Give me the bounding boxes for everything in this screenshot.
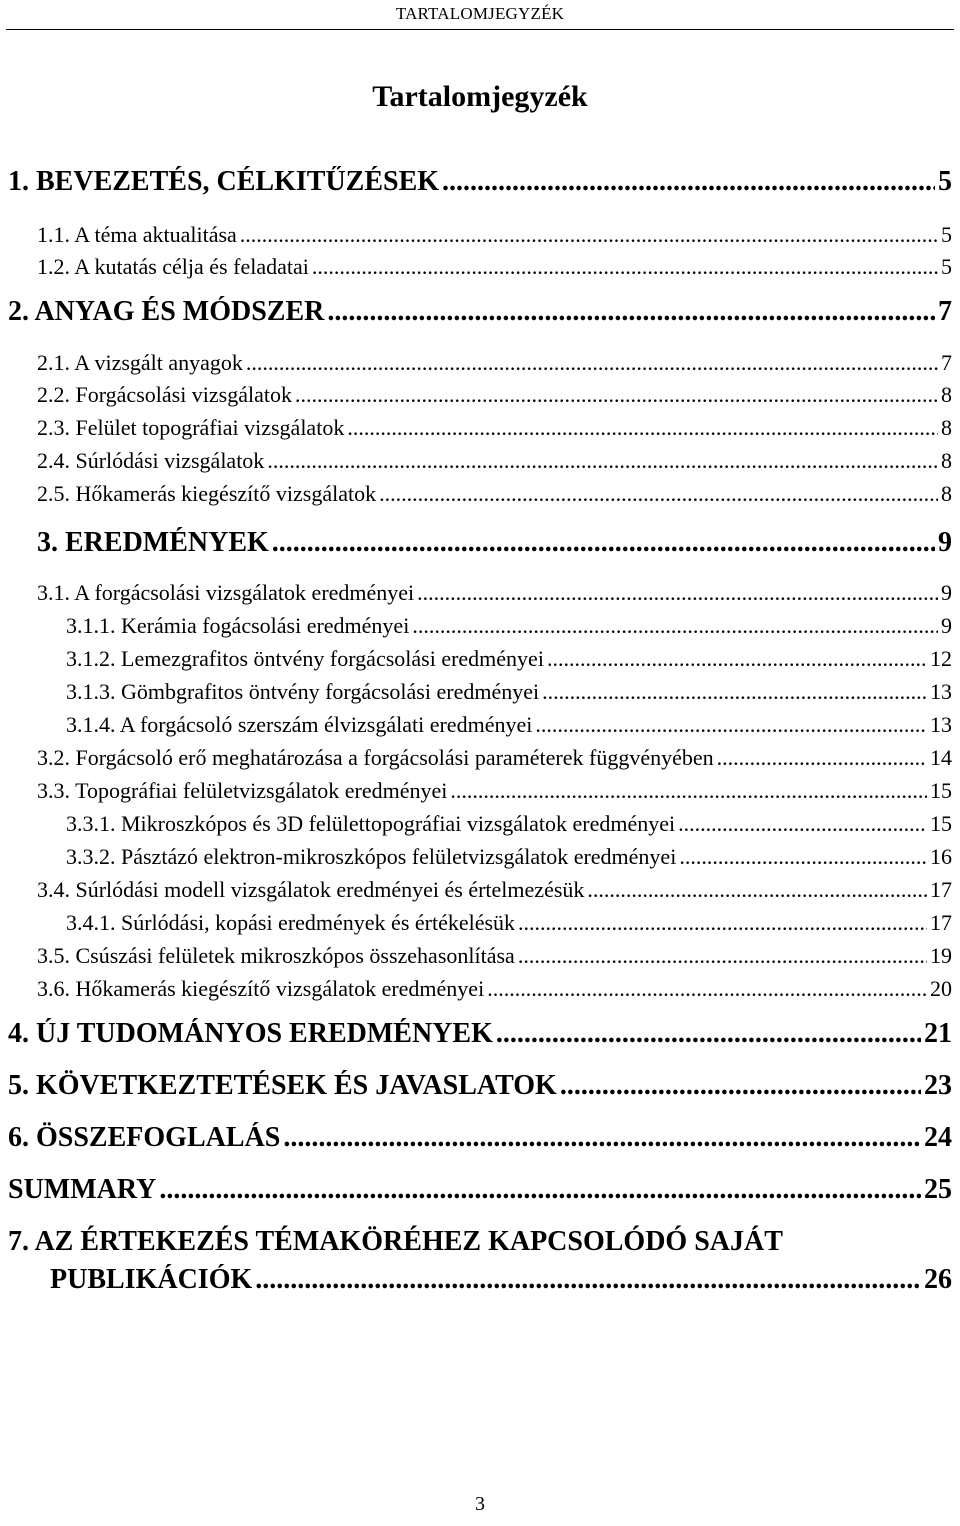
toc-entry-page: 16 <box>930 844 952 869</box>
toc-entry-page: 23 <box>924 1070 952 1101</box>
toc-entry[interactable] <box>37 778 952 804</box>
toc-entry-label: 1.1. A téma aktualitása <box>37 222 237 247</box>
toc-entry-page: 8 <box>941 481 952 506</box>
toc-entry-page: 26 <box>924 1264 952 1295</box>
toc-entry[interactable] <box>8 1174 952 1206</box>
toc-entry-label: PUBLIKÁCIÓK <box>50 1264 253 1295</box>
toc-leader <box>312 254 938 280</box>
toc-title: Tartalomjegyzék <box>372 80 588 113</box>
toc-entry[interactable] <box>8 1122 952 1154</box>
toc-entry-page: 20 <box>930 976 952 1001</box>
toc-leader <box>272 527 935 559</box>
toc-entry[interactable] <box>37 350 952 376</box>
toc-entry-label: 3.1.3. Gömbgrafitos öntvény forgácsolási eredményei <box>66 679 540 704</box>
toc-entry-label: 1. BEVEZETÉS, CÉLKITŰZÉSEK <box>8 166 440 197</box>
toc-entry-page: 7 <box>938 296 952 327</box>
toc-leader <box>678 811 927 837</box>
toc-leader <box>487 976 927 1002</box>
toc-leader <box>417 580 938 606</box>
toc-entry[interactable] <box>37 745 952 771</box>
toc-entry-page: 9 <box>941 613 952 638</box>
toc-entry-label: 3.1. A forgácsolási vizsgálatok eredményei <box>37 580 415 605</box>
toc-entry[interactable] <box>37 943 952 969</box>
toc-leader <box>542 679 927 705</box>
toc-leader <box>159 1174 921 1206</box>
toc-entry-page: 5 <box>938 166 952 197</box>
toc-leader <box>560 1070 921 1102</box>
toc-entry[interactable] <box>8 1018 952 1050</box>
toc-entry[interactable] <box>37 415 952 441</box>
toc-entry-label: 3.3. Topográfiai felületvizsgálatok eredményei <box>37 778 448 803</box>
toc-entry[interactable] <box>37 527 952 559</box>
toc-entry-page: 12 <box>930 646 952 671</box>
toc-entry-label: 5. KÖVETKEZTETÉSEK ÉS JAVASLATOK <box>8 1070 557 1101</box>
toc-entry-label: 6. ÖSSZEFOGLALÁS <box>8 1122 281 1153</box>
toc-entry[interactable] <box>37 448 952 474</box>
toc-entry-label: 3.5. Csúszási felületek mikroszkópos összehasonlítása <box>37 943 515 968</box>
toc-entry-page: 17 <box>930 910 952 935</box>
toc-leader <box>496 1018 921 1050</box>
toc-entry-page: 8 <box>941 415 952 440</box>
toc-entry-label: 2.1. A vizsgált anyagok <box>37 350 243 375</box>
toc-entry[interactable] <box>66 712 952 738</box>
toc-entry-label: 3.1.1. Kerámia fogácsolási eredményei <box>66 613 410 638</box>
toc-entry[interactable] <box>37 580 952 606</box>
toc-entry-page: 14 <box>930 745 952 770</box>
toc-leader <box>587 877 927 903</box>
toc-entry-label: 3.2. Forgácsoló erő meghatározása a forgácsolási paraméterek függvényében <box>37 745 714 770</box>
toc-entry-label: 3.4. Súrlódási modell vizsgálatok eredményei és értelmezésük <box>37 877 585 902</box>
toc-entry[interactable] <box>37 877 952 903</box>
toc-leader <box>679 844 927 870</box>
toc-leader <box>412 613 938 639</box>
toc-entry-label: 3.1.2. Lemezgrafitos öntvény forgácsolási eredményei <box>66 646 544 671</box>
toc-entry-label: 3.4.1. Súrlódási, kopási eredmények és értékelésük <box>66 910 516 935</box>
toc-entry-page: 21 <box>924 1018 952 1049</box>
toc-leader <box>267 448 938 474</box>
toc-leader <box>283 1122 921 1154</box>
toc-entry[interactable] <box>8 296 952 328</box>
toc-entry[interactable] <box>66 844 952 870</box>
toc-entry-page: 8 <box>941 382 952 407</box>
toc-entry-heading-line[interactable]: 7. AZ ÉRTEKEZÉS TÉMAKÖRÉHEZ KAPCSOLÓDÓ SAJÁT <box>8 1226 783 1257</box>
toc-entry-label: 3.6. Hőkamerás kiegészítő vizsgálatok eredményei <box>37 976 485 1001</box>
toc-entry[interactable] <box>8 1070 952 1102</box>
toc-leader <box>246 350 938 376</box>
toc-leader <box>450 778 927 804</box>
toc-entry[interactable] <box>37 382 952 408</box>
toc-leader <box>379 481 938 507</box>
toc-entry[interactable] <box>50 1264 952 1296</box>
toc-entry-page: 25 <box>924 1174 952 1205</box>
toc-entry-page: 13 <box>930 712 952 737</box>
toc-entry-label: 3.1.4. A forgácsoló szerszám élvizsgálati eredményei <box>66 712 533 737</box>
toc-leader <box>255 1264 921 1296</box>
toc-entry-page: 5 <box>941 222 952 247</box>
toc-entry-label: SUMMARY <box>8 1174 157 1205</box>
page-number: 3 <box>475 1493 485 1515</box>
toc-entry[interactable] <box>66 679 952 705</box>
toc-leader <box>327 296 935 328</box>
toc-entry-label: 3.3.1. Mikroszkópos és 3D felülettopográfiai vizsgálatok eredményei <box>66 811 676 836</box>
toc-entry-label: 2.5. Hőkamerás kiegészítő vizsgálatok <box>37 481 377 506</box>
toc-entry-page: 7 <box>941 350 952 375</box>
toc-leader <box>442 166 935 198</box>
toc-entry-label: 2. ANYAG ÉS MÓDSZER <box>8 296 325 327</box>
toc-entry[interactable] <box>66 910 952 936</box>
toc-entry[interactable] <box>37 481 952 507</box>
toc-entry[interactable] <box>37 976 952 1002</box>
toc-leader <box>518 943 927 969</box>
toc-entry[interactable] <box>66 646 952 672</box>
toc-leader <box>347 415 938 441</box>
toc-entry-page: 5 <box>941 254 952 279</box>
toc-leader <box>518 910 927 936</box>
toc-entry-page: 8 <box>941 448 952 473</box>
toc-entry-page: 9 <box>938 527 952 558</box>
toc-entry-page: 17 <box>930 877 952 902</box>
toc-entry[interactable] <box>37 254 952 280</box>
toc-entry-page: 13 <box>930 679 952 704</box>
toc-entry[interactable] <box>66 811 952 837</box>
toc-leader <box>240 222 938 248</box>
toc-leader <box>535 712 927 738</box>
toc-entry-page: 15 <box>930 778 952 803</box>
toc-leader <box>547 646 927 672</box>
toc-entry-page: 24 <box>924 1122 952 1153</box>
toc-entry-page: 9 <box>941 580 952 605</box>
toc-leader <box>295 382 938 408</box>
toc-entry-label: 3. EREDMÉNYEK <box>37 527 269 558</box>
toc-entry-label: 1.2. A kutatás célja és feladatai <box>37 254 309 279</box>
toc-entry-label: 3.3.2. Pásztázó elektron-mikroszkópos felületvizsgálatok eredményei <box>66 844 677 869</box>
toc-entry-label: 2.2. Forgácsolási vizsgálatok <box>37 382 292 407</box>
toc-entry-label: 2.4. Súrlódási vizsgálatok <box>37 448 265 473</box>
toc-entry-label: 2.3. Felület topográfiai vizsgálatok <box>37 415 345 440</box>
toc-entry-page: 15 <box>930 811 952 836</box>
toc-entry[interactable] <box>66 613 952 639</box>
toc-entry-page: 19 <box>930 943 952 968</box>
toc-entry[interactable] <box>37 222 952 248</box>
toc-entry[interactable] <box>8 166 952 198</box>
running-header: TARTALOMJEGYZÉK <box>395 4 565 23</box>
header-rule <box>6 29 954 30</box>
toc-entry-label: 4. ÚJ TUDOMÁNYOS EREDMÉNYEK <box>8 1018 493 1049</box>
toc-leader <box>717 745 927 771</box>
